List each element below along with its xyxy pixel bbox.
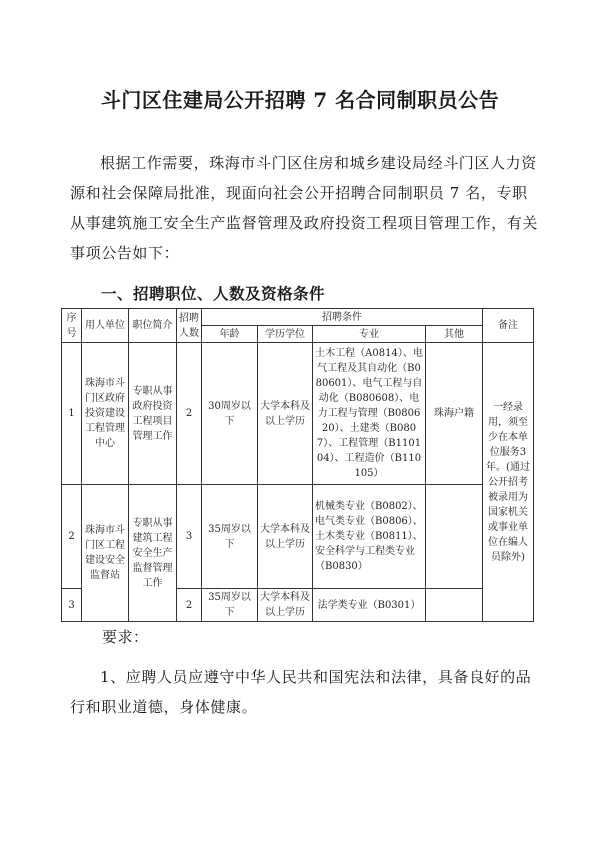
row-edu: 大学本科及以上学历 <box>258 485 313 589</box>
table-row <box>62 343 534 485</box>
row-desc: 专职从事政府投资工程项目管理工作 <box>129 343 177 485</box>
requirements-label: 要求： <box>102 628 149 646</box>
row-major: 法学类专业（B0301） <box>313 589 426 622</box>
header-unit: 用人单位 <box>82 309 129 343</box>
header-note: 备注 <box>483 309 534 343</box>
intro-paragraph <box>70 148 540 268</box>
requirement-1 <box>70 662 540 722</box>
row-unit: 珠海市斗门区政府投资建设工程管理中心 <box>82 343 129 485</box>
row-other <box>426 485 483 589</box>
row-other <box>426 589 483 622</box>
row-count: 2 <box>177 589 202 622</box>
header-conditions: 招聘条件 <box>202 309 483 326</box>
row-no: 1 <box>62 343 82 485</box>
document-title: 斗门区住建局公开招聘 7 名合同制职员公告 <box>100 88 500 112</box>
row-no: 2 <box>62 485 82 589</box>
row-count: 3 <box>177 485 202 589</box>
row-major: 土木工程（A0814）、电气工程及其自动化（B080601）、电气工程与自动化（B080608）、电力工程与管理（B080620）、土建类（B0807）、工程管理（B110104）、工程造价（B110105） <box>313 343 426 485</box>
table-header-row <box>62 309 534 326</box>
table-row <box>62 485 534 589</box>
row-desc: 专职从事建筑工程安全生产监督管理工作 <box>129 485 177 622</box>
row-edu: 大学本科及以上学历 <box>258 343 313 485</box>
section-heading-positions: 一、招聘职位、人数及资格条件 <box>101 284 326 303</box>
header-major: 专业 <box>313 326 426 343</box>
row-major: 机械类专业（B0802）、电气类专业（B0806）、土木类专业（B0811）、安全科学与工程类专业（B0830） <box>313 485 426 589</box>
header-desc: 职位简介 <box>129 309 177 343</box>
row-edu: 大学本科及以上学历 <box>258 589 313 622</box>
row-unit: 珠海市斗门区工程建设安全监督站 <box>82 485 129 622</box>
row-age: 35周岁以下 <box>202 589 258 622</box>
header-no: 序号 <box>62 309 82 343</box>
row-age: 30周岁以下 <box>202 343 258 485</box>
requirement-1-text: 1、应聘人员应遵守中华人民共和国宪法和法律，具备良好的品行和职业道德，身体健康。 <box>70 668 532 716</box>
row-note: 一经录用，须至少在本单位服务3年。(通过公开招考被录用为国家机关或事业单位在编人员除外) <box>483 343 534 622</box>
header-edu: 学历学位 <box>258 326 313 343</box>
positions-table <box>61 308 534 622</box>
intro-text: 根据工作需要，珠海市斗门区住房和城乡建设局经斗门区人力资源和社会保障局批准，现面向社会公开招聘合同制职员 7 名，专职从事建筑施工安全生产监督管理及政府投资工程项目管理工作，有关事项公告如下： <box>70 154 539 262</box>
row-count: 2 <box>177 343 202 485</box>
header-age: 年龄 <box>202 326 258 343</box>
header-count: 招聘人数 <box>177 309 202 343</box>
row-age: 35周岁以下 <box>202 485 258 589</box>
row-no: 3 <box>62 589 82 622</box>
row-other: 珠海户籍 <box>426 343 483 485</box>
header-other: 其他 <box>426 326 483 343</box>
